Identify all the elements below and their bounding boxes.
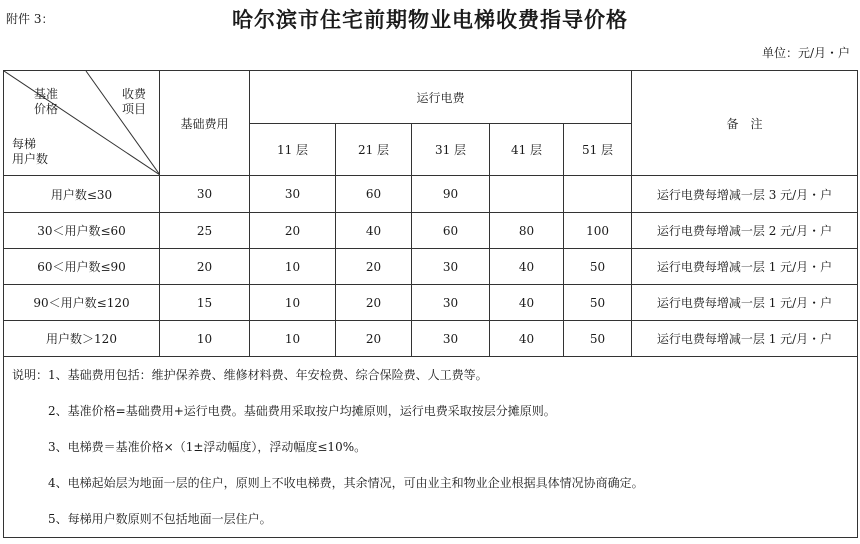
table-row [4, 176, 858, 213]
table-row [4, 249, 858, 285]
fee-cell: 10 [250, 285, 336, 321]
floor-header: 31 层 [412, 124, 490, 176]
fee-cell: 90 [412, 176, 490, 213]
fee-cell: 50 [564, 321, 632, 357]
note-line: 5、每梯用户数原则不包括地面一层住户。 [48, 512, 272, 526]
header-row-1 [4, 71, 858, 124]
note-line: 4、电梯起始层为地面一层的住户，原则上不收电梯费，其余情况，可由业主和物业企业根据具体情况协商确定。 [48, 476, 644, 490]
notes-row [4, 357, 858, 538]
fee-cell: 50 [564, 285, 632, 321]
note-line: 说明：1、基础费用包括：维护保养费、维修材料费、年安检费、综合保险费、人工费等。 [12, 368, 488, 382]
fee-cell: 20 [250, 213, 336, 249]
note-line: 3、电梯费＝基准价格×（1±浮动幅度），浮动幅度≤10%。 [48, 440, 367, 454]
fee-cell: 100 [564, 213, 632, 249]
table-row [4, 213, 858, 249]
table-row [4, 285, 858, 321]
fee-cell: 40 [336, 213, 412, 249]
fee-cell: 20 [336, 285, 412, 321]
base-fee-cell: 10 [160, 321, 250, 357]
fee-cell: 20 [336, 321, 412, 357]
base-fee-cell: 30 [160, 176, 250, 213]
note-line: 2、基准价格=基础费用+运行电费。基础费用采取按户均摊原则，运行电费采取按层分摊原则。 [48, 404, 556, 418]
fee-cell: 60 [336, 176, 412, 213]
fee-cell: 10 [250, 249, 336, 285]
remark-cell: 运行电费每增减一层 1 元/月・户 [632, 285, 858, 321]
corner-base-price: 基准 价格 [34, 87, 59, 116]
fee-cell: 80 [490, 213, 564, 249]
remark-cell: 运行电费每增减一层 1 元/月・户 [632, 249, 858, 285]
remark-cell: 运行电费每增减一层 1 元/月・户 [632, 321, 858, 357]
col-header-base-fee: 基础费用 [160, 71, 250, 176]
row-label: 用户数＞120 [4, 321, 160, 357]
fee-cell [564, 176, 632, 213]
col-header-running-fee: 运行电费 [250, 71, 632, 124]
row-label: 90＜用户数≤120 [4, 285, 160, 321]
fee-cell [490, 176, 564, 213]
floor-header: 11 层 [250, 124, 336, 176]
fee-cell: 60 [412, 213, 490, 249]
corner-households: 每梯 用户数 [12, 137, 49, 166]
fee-cell: 10 [250, 321, 336, 357]
floor-header: 21 层 [336, 124, 412, 176]
fee-cell: 20 [336, 249, 412, 285]
table-row [4, 321, 858, 357]
base-fee-cell: 20 [160, 249, 250, 285]
floor-header: 51 层 [564, 124, 632, 176]
base-fee-cell: 25 [160, 213, 250, 249]
fee-cell: 30 [250, 176, 336, 213]
fee-cell: 40 [490, 285, 564, 321]
fee-cell: 50 [564, 249, 632, 285]
fee-cell: 30 [412, 285, 490, 321]
fee-cell: 40 [490, 321, 564, 357]
notes-cell [4, 357, 858, 538]
fee-cell: 30 [412, 321, 490, 357]
remark-cell: 运行电费每增减一层 3 元/月・户 [632, 176, 858, 213]
corner-header-cell [4, 71, 160, 176]
remark-cell: 运行电费每增减一层 2 元/月・户 [632, 213, 858, 249]
fee-cell: 40 [490, 249, 564, 285]
unit-label: 单位：元/月・户 [761, 46, 850, 60]
base-fee-cell: 15 [160, 285, 250, 321]
floor-header: 41 层 [490, 124, 564, 176]
page-title: 哈尔滨市住宅前期物业电梯收费指导价格 [232, 8, 628, 32]
row-label: 30＜用户数≤60 [4, 213, 160, 249]
row-label: 用户数≤30 [4, 176, 160, 213]
attachment-label: 附件 3： [6, 12, 54, 26]
row-label: 60＜用户数≤90 [4, 249, 160, 285]
fee-cell: 30 [412, 249, 490, 285]
col-header-remark: 备 注 [632, 71, 858, 176]
corner-fee-item: 收费 项目 [122, 87, 147, 116]
fee-table [3, 70, 858, 538]
